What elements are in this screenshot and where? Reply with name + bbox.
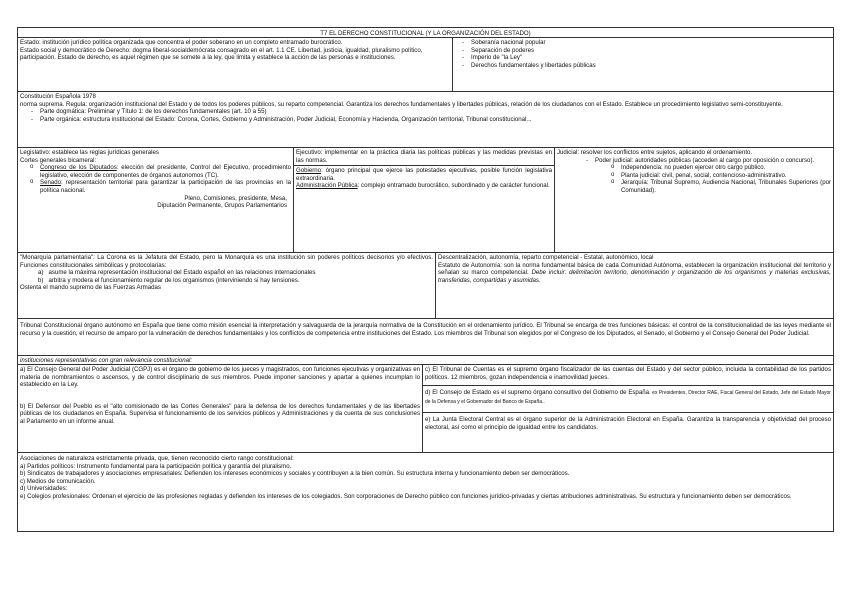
descentralizacion-box bbox=[435, 252, 834, 319]
instituciones-right-box bbox=[422, 364, 834, 453]
principle-item: - Separación de poderes bbox=[459, 47, 831, 55]
estatuto-main: Estatuto de Autonomía: son la norma fundamental básica de cada Comunidad Autónoma, establecen la organización institucional del territorio y señalan su marco competencial. bbox=[438, 261, 831, 277]
monarquia-b-label: b) bbox=[38, 276, 44, 284]
asociaciones-line: Asociaciones de naturaleza estrictamente privada, que, tienen reconocido cierto rango constitucional: bbox=[20, 455, 294, 462]
ejecutivo-divider bbox=[294, 165, 554, 166]
congreso-item bbox=[26, 164, 291, 179]
judicial-subitem: o Planta judicial: civil, penal, social, contencioso-administrativo. bbox=[607, 172, 831, 180]
senado-item bbox=[26, 179, 291, 194]
constitucion-box bbox=[17, 91, 834, 148]
instituciones-heading: instituciones representativas con gran relevancia constitucional: bbox=[20, 357, 193, 364]
judicial-line-1: Judicial: resolver los conflictos entre sujetos, aplicando el ordenamiento. bbox=[557, 149, 753, 156]
principle-item: - Derechos fundamentales y libertades públicas bbox=[459, 62, 831, 70]
asociaciones-box bbox=[17, 452, 834, 532]
ejecutivo-box bbox=[293, 147, 555, 253]
institucion-d-small: ex Presidentes, Director RAE, Fiscal General del Estado, Jefe del Estado Mayor de la Defensa y el Gobernador del Banco de España.. bbox=[425, 390, 831, 405]
institucion-d bbox=[425, 389, 831, 406]
legislativo-line-1: Legislativo: establece las reglas jurídicas generales bbox=[20, 149, 159, 156]
judicial-subitem: o Jerarquía: Tribunal Supremo, Audiencia Nacional, Tribunales Superiores (por Comunidad). bbox=[607, 179, 831, 194]
constitucion-text: norma suprema. Regula: organización institucional del Estado y de todos los poderes públicos, su reparto competencial. Garantiza los derechos fundamentales y libertades públicas, relación de los ciudadanos con el Estado. Establece un procedimiento legislativo semi-constituyente. bbox=[20, 100, 783, 108]
monarquia-text: "Monarquía parlamentaria": La Corona es la Jefatura del Estado, pero la Monarquía es una institución sin poderes políticos decisorios y/o efectivos. Funciones constitucionales simbólicas y protocolarias: bbox=[20, 254, 433, 269]
poder-judicial-item: - Poder judicial: autoridades públicas (acceden al cargo por oposición o concurso). bbox=[583, 157, 831, 165]
institucion-a: a) El Consejo General del Poder Judicial (CGPJ) es el órgano de gobierno de los jueces y magistrados, con funciones ejecutivas y organizativas en materia de nombramientos o ascensos, y de control disciplinario de sus miembros. Puede imponer sanciones y apartar a quienes incumplan lo establecido en la Ley. bbox=[20, 366, 420, 389]
tribunal-box bbox=[17, 318, 834, 356]
constitucion-item: - Parte orgánica: estructura institucional del Estado: Corona, Cortes, Gobierno y Administración, Poder Judicial, Economía y Hacienda, Organización territorial, Tribunal constitucional... bbox=[28, 116, 831, 124]
asociaciones-line: d) Universidades: bbox=[20, 485, 68, 493]
gobierno-text: : órgano principal que ejerce las potestades ejecutivas, posible función legislativa extraordinaria. bbox=[296, 167, 552, 182]
instituciones-divider-1 bbox=[423, 385, 833, 386]
admin-text: : complejo entramado burocrático, subordinado y de carácter funcional. bbox=[357, 182, 550, 190]
descentralizacion-line-1: Descentralización, autonomía, reparto competencial - Estatal, autonómico, local bbox=[438, 254, 654, 261]
congreso-label: Congreso de los Diputados bbox=[40, 164, 117, 172]
asociaciones-line: b) Sindicatos de trabajadores y asociaciones empresariales: Defienden los intereses económicos y sociales y contribuyen a la bien común. Su estructura interna y funcionamiento deben ser democráticos. bbox=[20, 470, 570, 478]
institucion-e: e) La Junta Electoral Central es el órgano superior de la Administración Electoral en España. Garantiza la transparencia y objetividad del proceso electoral, así como el principio de igualdad entre los candidatos. bbox=[425, 416, 831, 431]
estatuto-italic: Debe incluir: delimitación territorio, denominación y organización de los organismos y materias exclusivas, transferidas, compartidas y asumidas. bbox=[438, 269, 831, 284]
gobierno-line bbox=[296, 167, 552, 182]
monarquia-b bbox=[20, 277, 433, 285]
estado-line-2: Estado social y democrático de Derecho: dogma liberal-socialdemócrata consagrado en el art. 1.1 CE. Libertad, justicia, igualdad, pluralismo político, participación. Estado de derecho, es aquel régimen que se somete a la ley, que limita y establece la acción de las personas e instituciones. bbox=[20, 46, 423, 62]
legislativo-line-2: Cortes generales bicameral: bbox=[20, 156, 97, 164]
asociaciones-line: c) Medios de comunicación. bbox=[20, 477, 96, 485]
institucion-c: c) El Tribunal de Cuentas es el supremo órgano fiscalizador de las cuentas del Estado y del sector público, incluida la contabilidad de los partidos políticos. 12 miembros, gozan independencia e inamovilidad jueces. bbox=[425, 366, 831, 381]
estado-line-1: Estado: institución jurídico política organizada que concentra el poder soberano en un completo entramado burocrático. bbox=[20, 39, 343, 46]
judicial-box bbox=[554, 147, 834, 253]
instituciones-divider-2 bbox=[423, 412, 833, 413]
monarquia-box bbox=[17, 252, 436, 319]
monarquia-a bbox=[20, 269, 433, 277]
estado-principles-box bbox=[452, 37, 834, 92]
congreso-text: : elección del presidente, Control del Ejecutivo, procedimiento legislativo, elección de componentes de órganos autonomos (TC). bbox=[40, 164, 292, 179]
principle-item: - Soberanía nacional popular bbox=[459, 39, 831, 47]
admin-label: Administración Pública bbox=[296, 182, 358, 190]
estado-box bbox=[17, 37, 453, 92]
monarquia-a-label: a) bbox=[38, 269, 44, 277]
judicial-subitem: o Independencia: no pueden ejercer otro cargo público. bbox=[607, 164, 831, 172]
instituciones-left-box bbox=[17, 364, 423, 453]
monarquia-a-text: asume la máxima representación institucional del Estado español en las relaciones internacionales bbox=[48, 269, 316, 277]
title-text: T7 EL DERECHO CONSTITUCIONAL (Y LA ORGANIZACIÓN DEL ESTADO) bbox=[320, 29, 531, 37]
pleno-line: Pleno, Comisiones, presidente, Mesa, bbox=[184, 194, 287, 202]
ejecutivo-line-1: Ejecutivo: implementar en la práctica diaria las políticas públicas y las medidas previstas en las normas. bbox=[296, 149, 552, 164]
institucion-d-text: d) El Consejo de Estado es el supremo órgano consultivo del Gobierno de España. bbox=[425, 389, 651, 397]
monarquia-b-text: arbitra y modera el funcionamiento regular de los organismos (interviniendo si hay tensiones. bbox=[48, 276, 300, 284]
constitucion-heading: Constitución Española 1978 bbox=[20, 93, 96, 100]
gobierno-label: Gobierno bbox=[296, 167, 322, 175]
constitucion-item: - Parte dogmática: Preliminar y Título 1: de los derechos fundamentales (art. 10 a 55) bbox=[28, 108, 831, 116]
senado-text: : representación territorial para garantizar la participación de las provincias en la política nacional. bbox=[40, 179, 291, 194]
senado-label: Senado bbox=[40, 179, 62, 187]
tribunal-text: Tribunal Constitucional órgano autónomo en España que tiene como misión esencial la interpretación y salvaguarda de la jerarquía normativa de la Constitución en el ordenamiento jurídico. El Tribunal se encarga de tres funciones básicas: el control de la constitucionalidad de las leyes mediante el recurso y la cuestión, el recurso de amparo por la vulneración de derechos fundamentales y los conflictos de competencia entre instituciones del Estado. Los miembros del Tribunal son elegidos por el Congreso de los Diputados, el Senado, el Gobierno y el Consejo General del Poder Judicial. bbox=[20, 322, 831, 337]
admin-line bbox=[296, 182, 552, 190]
legislativo-box bbox=[17, 147, 294, 253]
estatuto-text bbox=[438, 262, 831, 285]
institucion-b: b) El Defensor del Pueblo es el "alto comisionado de las Cortes Generales" para la defensa de los derechos fundamentales y de las libertades públicas de los ciudadanos en España. Supervisa el funcionamiento de los servicios públicos y Administraciones y da cuenta de sus conclusiones al Parlamento en un informe anual. bbox=[20, 402, 420, 425]
asociaciones-line: e) Colegios profesionales: Ordenan el ejercicio de las profesiones regladas y defienden los intereses de los colegiados. Son corporaciones de Derecho público con funciones jurídico-privadas y ciertas atribuciones administrativas. Su estructura y funcionamiento deben ser democráticos. bbox=[20, 492, 792, 500]
asociaciones-line: a) Partidos políticos: Instrumento fundamental para la participación política y garantía del pluralismo. bbox=[20, 462, 292, 470]
principle-item: - Imperio de "la Ley" bbox=[459, 54, 831, 62]
diputacion-line: Diputación Permanente, Grupos Parlamentarios bbox=[157, 202, 287, 210]
monarquia-last: Ostenta el mando supremo de las Fuerzas Armadas bbox=[20, 284, 161, 292]
